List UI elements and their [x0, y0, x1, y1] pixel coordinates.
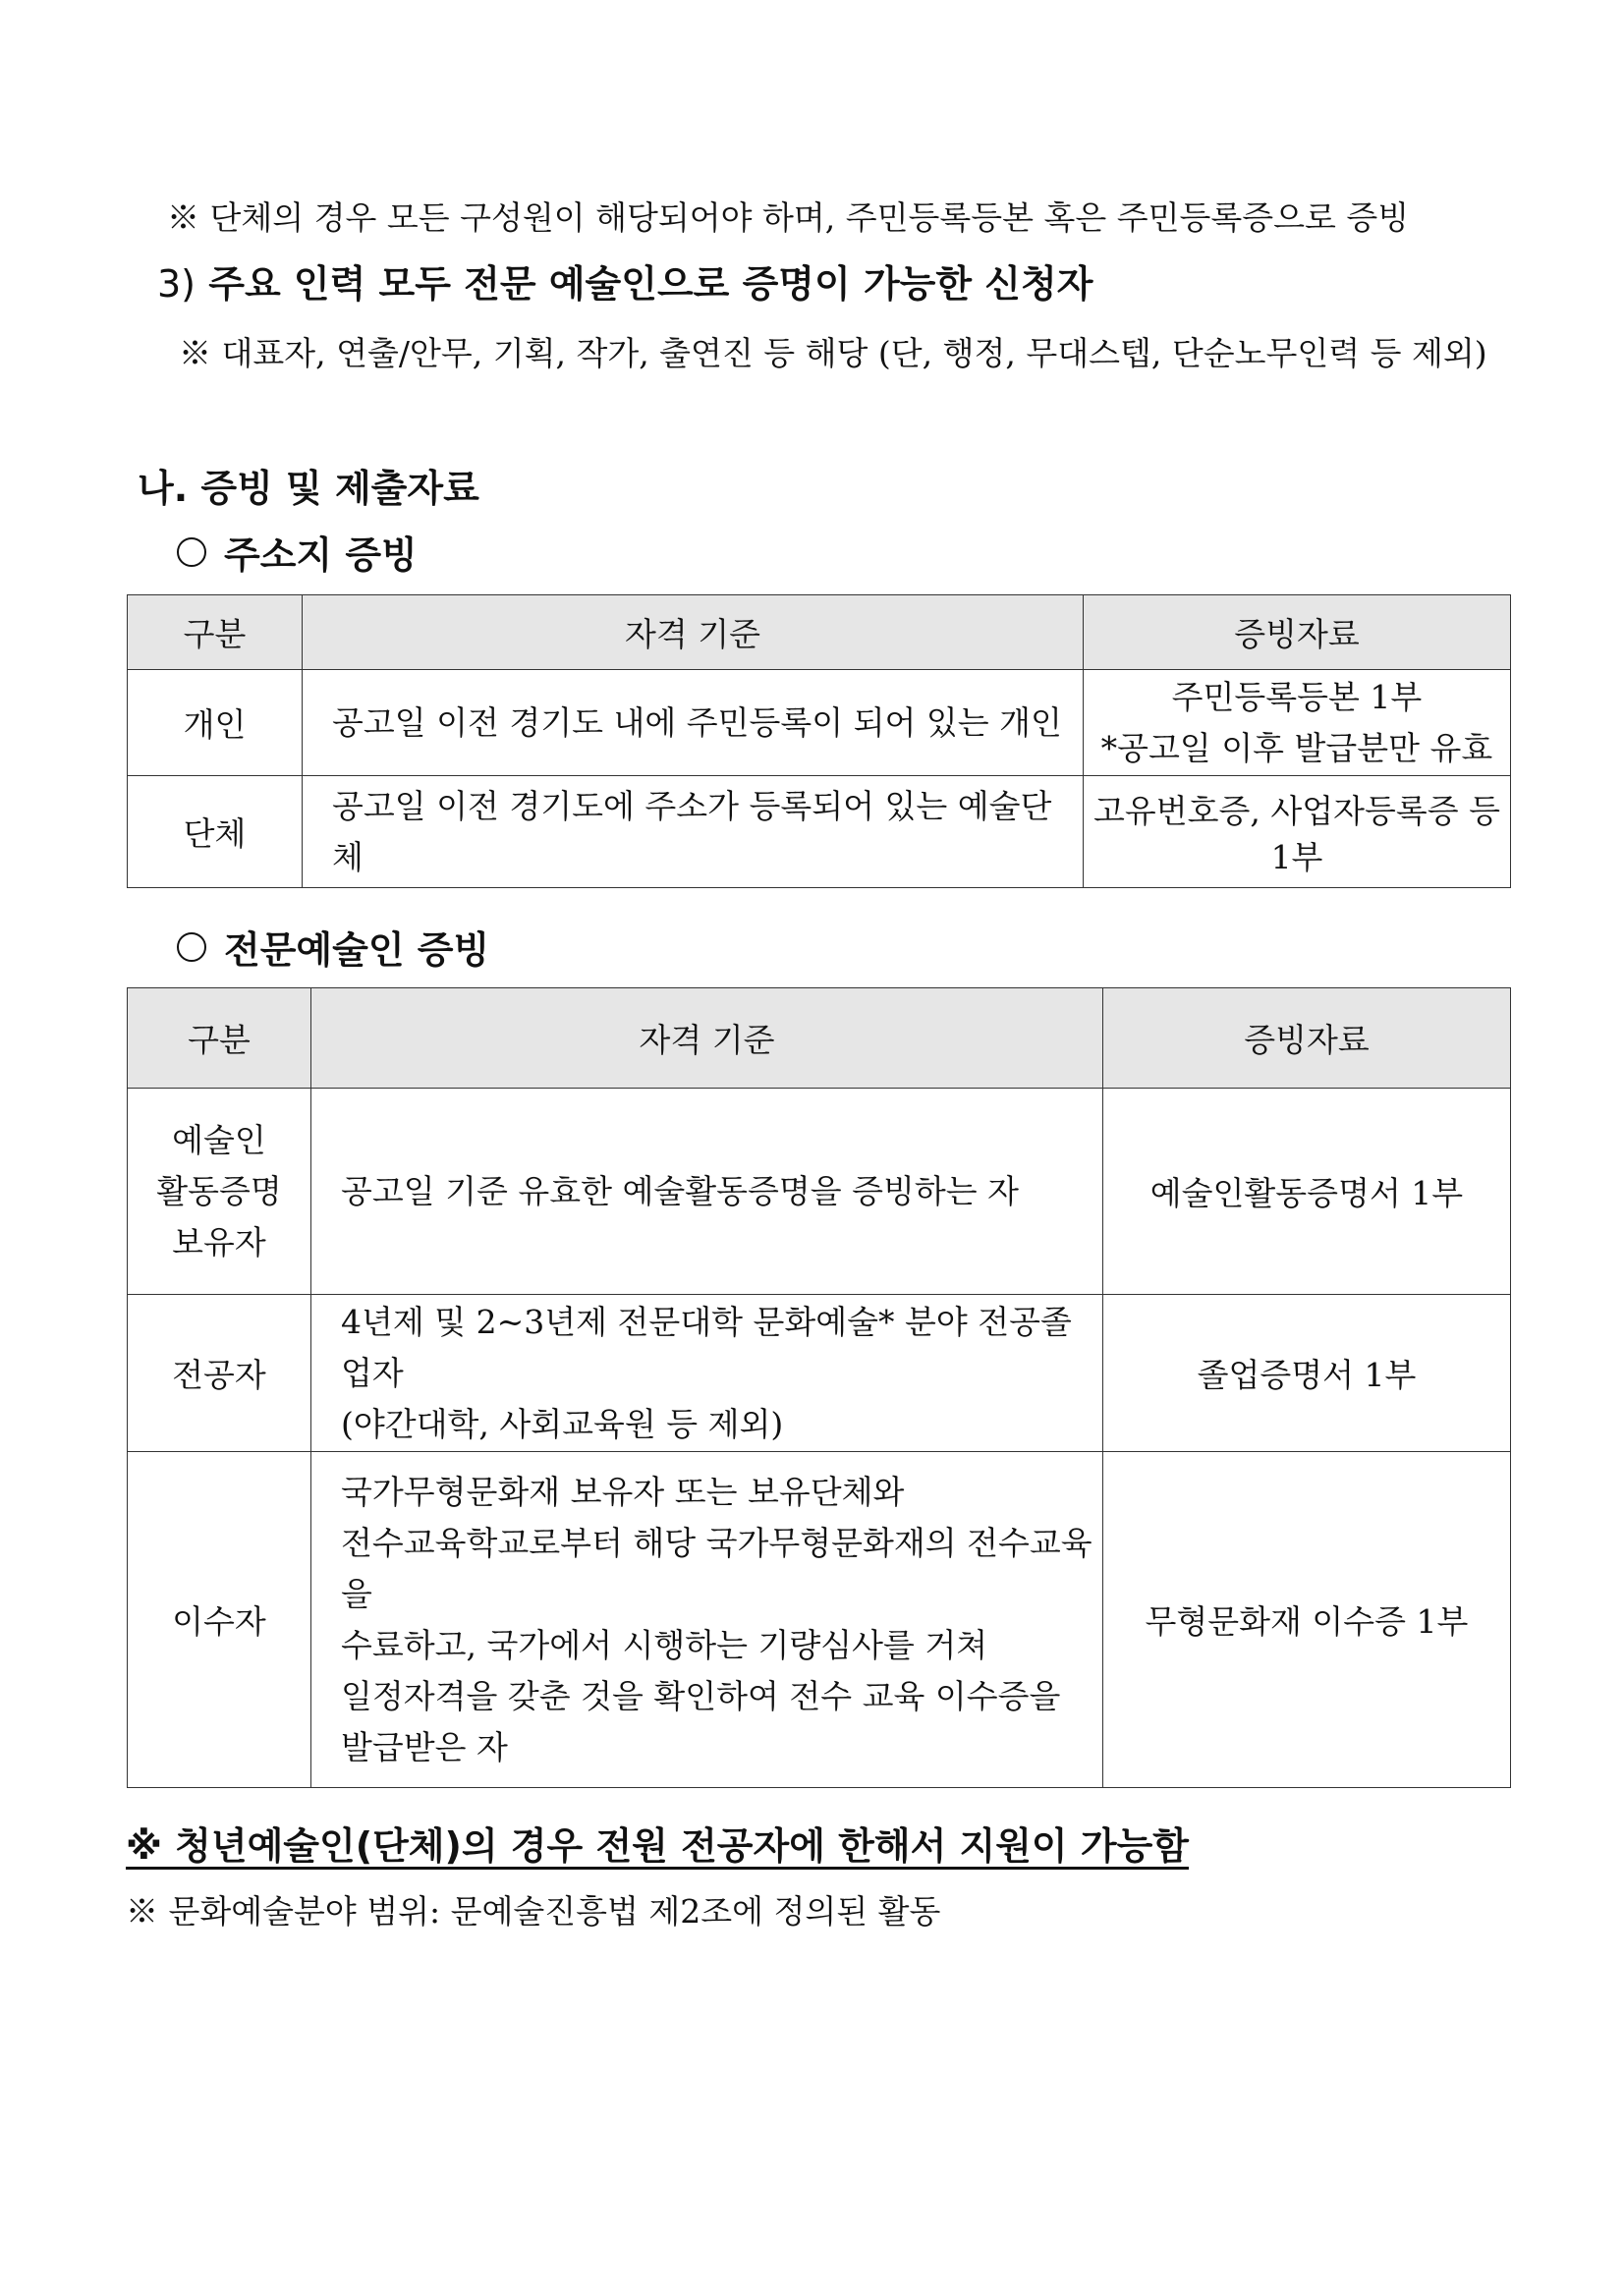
subsection-artist-proof: [177, 920, 489, 974]
circle-bullet-icon: [177, 932, 206, 962]
artist-proof-table: [127, 987, 1511, 1788]
header-criteria: 자격 기준: [311, 988, 1103, 1089]
header-category: 구분: [128, 988, 311, 1089]
row-criteria: 공고일 이전 경기도 내에 주민등록이 되어 있는 개인: [303, 670, 1084, 776]
item-3-heading: [157, 253, 1092, 308]
header-category: 구분: [128, 595, 303, 670]
row-documents: 예술인활동증명서 1부: [1103, 1089, 1511, 1295]
criteria-line: 국가무형문화재 보유자 또는 보유단체와: [341, 1472, 905, 1511]
row-documents: 무형문화재 이수증 1부: [1103, 1452, 1511, 1788]
circle-bullet-icon: [177, 537, 206, 567]
address-proof-table: [127, 594, 1511, 888]
table-row: [128, 776, 1511, 888]
category-line: 예술인: [172, 1120, 266, 1159]
table-header-row: [128, 988, 1511, 1089]
row-category: [128, 1089, 311, 1295]
section-title: 나. 증빙 및 제출자료: [138, 467, 479, 510]
doc-line: *공고일 이후 발급분만 유효: [1100, 728, 1493, 767]
criteria-line: 수료하고, 국가에서 시행하는 기량심사를 거쳐: [341, 1625, 988, 1664]
group-member-note: ※ 단체의 경우 모든 구성원이 해당되어야 하며, 주민등록등본 혹은 주민등록증으로 증빙: [167, 198, 1410, 237]
item-3-text: 주요 인력 모두 전문 예술인으로 증명이 가능한 신청자: [208, 262, 1093, 306]
table-row: [128, 670, 1511, 776]
table-row: [128, 1295, 1511, 1452]
row-criteria: [311, 1452, 1103, 1788]
row-documents: 고유번호증, 사업자등록증 등 1부: [1084, 776, 1511, 888]
row-category: 전공자: [128, 1295, 311, 1452]
youth-artist-warning: ※ 청년예술인(단체)의 경우 전원 전공자에 한해서 지원이 가능함: [126, 1824, 1189, 1868]
table-row: [128, 1452, 1511, 1788]
table-row: [128, 1089, 1511, 1295]
row-category: 이수자: [128, 1452, 311, 1788]
header-documents: 증빙자료: [1103, 988, 1511, 1089]
criteria-line: (야간대학, 사회교육원 등 제외): [341, 1404, 784, 1443]
subsection-address-label: 주소지 증빙: [224, 533, 418, 577]
criteria-line: 일정자격을 갖춘 것을 확인하여 전수 교육 이수증을: [341, 1676, 1061, 1715]
table-header-row: [128, 595, 1511, 670]
category-line: 활동증명: [156, 1171, 282, 1210]
row-criteria: 공고일 이전 경기도에 주소가 등록되어 있는 예술단체: [303, 776, 1084, 888]
criteria-line: 발급받은 자: [341, 1727, 508, 1766]
row-category: 단체: [128, 776, 303, 888]
criteria-line: 전수교육학교로부터 해당 국가무형문화재의 전수교육을: [341, 1523, 1092, 1613]
row-documents: 졸업증명서 1부: [1103, 1295, 1511, 1452]
subsection-artist-label: 전문예술인 증빙: [224, 928, 490, 972]
art-field-scope-note: ※ 문화예술분야 범위: 문예술진흥법 제2조에 정의된 활동: [126, 1892, 941, 1931]
header-criteria: 자격 기준: [303, 595, 1084, 670]
row-criteria: [311, 1295, 1103, 1452]
row-category: 개인: [128, 670, 303, 776]
header-documents: 증빙자료: [1084, 595, 1511, 670]
doc-line: 주민등록등본 1부: [1171, 677, 1423, 716]
subsection-address-proof: [177, 525, 418, 579]
row-criteria: 공고일 기준 유효한 예술활동증명을 증빙하는 자: [311, 1089, 1103, 1295]
criteria-line: 4년제 및 2~3년제 전문대학 문화예술* 분야 전공졸업자: [341, 1302, 1072, 1392]
row-documents: [1084, 670, 1511, 776]
staff-scope-note: ※ 대표자, 연출/안무, 기획, 작가, 출연진 등 해당 (단, 행정, 무대스텝, 단순노무인력 등 제외): [179, 334, 1487, 372]
item-3-number: 3): [157, 262, 196, 306]
category-line: 보유자: [172, 1222, 266, 1261]
